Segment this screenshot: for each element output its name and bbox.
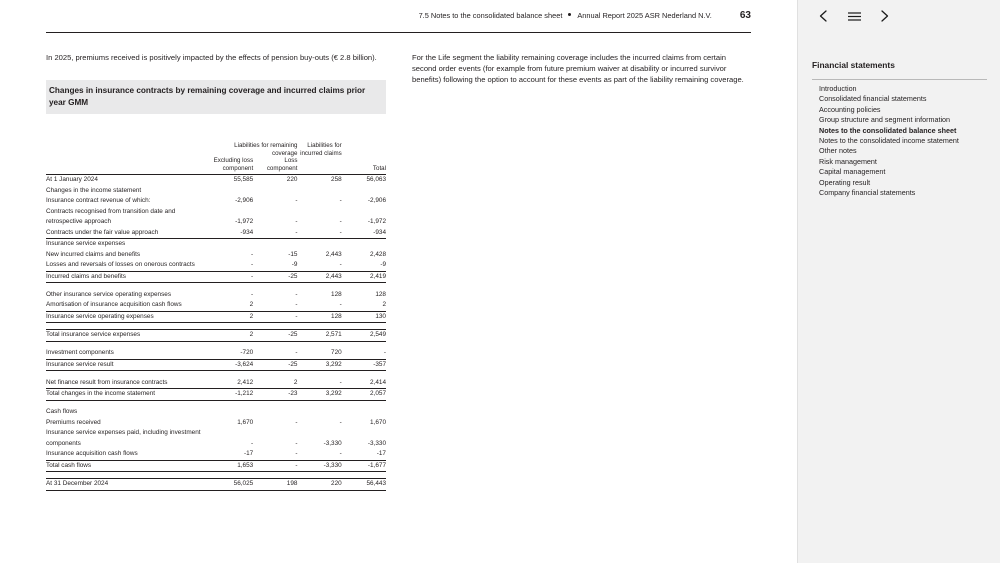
table-body [46,175,386,498]
row-value: 2,443 [297,271,341,283]
row-value: - [251,439,254,447]
sidebar-item-consolidated-financial-statements[interactable]: Consolidated financial statements [819,94,927,104]
row-value: 2 [293,378,298,386]
sidebar-item-introduction[interactable]: Introduction [819,84,857,93]
row-value: - [339,218,342,226]
table-spacer-row [46,472,386,479]
table-row [46,260,386,271]
row-label: Insurance contract revenue of which: [46,197,151,205]
row-value: -357 [342,359,386,371]
row-value [209,186,253,197]
col-header-blank [46,157,209,175]
row-value: 2,571 [297,330,341,342]
row-value: -25 [253,359,297,371]
row-value: - [295,218,298,226]
row-value: -17 [376,450,386,458]
row-value: 1,670 [370,418,386,426]
row-value [342,186,386,197]
table-group-header-row [46,142,386,157]
group-header-remaining-coverage: Liabilities for remaining coverage [234,142,298,157]
row-value [209,239,253,250]
sidebar-item-list [812,84,990,198]
row-value: - [295,301,298,309]
row-value: 1,670 [237,418,254,426]
row-value: 128 [331,290,342,298]
table-spacer-row [46,341,386,348]
table-column-header-row [46,157,386,175]
row-value: -25 [253,271,297,283]
row-value: - [295,349,298,357]
table-spacer-cell [46,323,386,330]
row-value: -1,972 [235,218,254,226]
row-value: 2 [209,311,253,323]
row-value [297,186,341,197]
row-value [253,239,297,250]
row-label: Contracts recognised from transition date and retrospective approach [46,207,176,226]
left-column-paragraph: In 2025, premiums received is positively impacted by the effects of pension buy-outs (€ 2.8 billion). [46,53,377,62]
row-value: - [295,197,298,205]
sidebar-item-group-structure-and-segment-information[interactable]: Group structure and segment information [819,115,951,125]
row-label: Incurred claims and benefits [46,271,209,283]
row-value: 2,414 [370,378,386,386]
table-row [46,228,386,239]
row-value: - [339,228,342,236]
table-spacer-row [46,283,386,290]
group-header-incurred-claims: Liabilities for incurred claims [300,142,342,157]
row-label: Losses and reversals of losses on onerous contracts [46,261,195,269]
table-spacer-row [46,490,386,497]
col-header-incurred-blank [297,157,341,175]
row-label: At 1 January 2024 [46,175,209,186]
sidebar-item-risk-management[interactable]: Risk management [819,156,877,166]
row-label: New incurred claims and benefits [46,250,141,258]
row-value: 2 [249,301,254,309]
insurance-contracts-table [46,142,386,497]
row-value: -934 [240,228,254,236]
row-value: -23 [253,389,297,401]
group-header-total [342,142,386,157]
row-value: 220 [253,175,297,186]
row-value: 2,549 [342,330,386,342]
row-value: 2,419 [342,271,386,283]
row-value: 128 [375,290,386,298]
table-row [46,407,386,418]
table-spacer-cell [46,371,386,378]
table-spacer-cell [46,341,386,348]
row-value: -934 [373,228,386,236]
table-row [46,348,386,359]
row-value: 2 [209,330,253,342]
row-value: - [251,250,254,258]
row-value: 2 [382,301,386,309]
row-value: -3,330 [323,439,342,447]
row-value: - [251,261,254,269]
table-row [46,428,386,449]
row-value: 56,063 [342,175,386,186]
row-label: Changes in the income statement [46,186,142,194]
sidebar-item-company-financial-statements[interactable]: Company financial statements [819,188,916,198]
row-label: At 31 December 2024 [46,479,209,491]
table-row [46,449,386,460]
header-breadcrumb: 7.5 Notes to the consolidated balance sheet [418,11,563,20]
table-spacer-row [46,323,386,330]
page-number: 63 [739,10,751,21]
row-value: 3,292 [297,389,341,401]
table-row [46,175,386,186]
row-value: -1,972 [367,218,386,226]
row-value: - [339,378,342,386]
table-block [46,80,386,497]
table-row [46,330,386,342]
forward-arrow-icon[interactable] [876,8,892,24]
table-row [46,250,386,261]
row-value: -3,330 [367,439,386,447]
row-value [209,407,253,418]
document-header [46,10,751,21]
sidebar-item-notes-to-the-consolidated-balance-sheet[interactable]: Notes to the consolidated balance sheet [819,125,957,135]
table-spacer-cell [46,400,386,407]
row-value: -17 [243,450,254,458]
row-value: 3,292 [297,359,341,371]
row-value: - [295,418,298,426]
row-value: 56,443 [342,479,386,491]
table-row [46,290,386,301]
row-value: -25 [253,330,297,342]
sidebar-toolbar [798,0,1000,32]
row-value: - [295,439,298,447]
row-value: 2,057 [342,389,386,401]
group-header-blank [46,142,209,157]
row-value: 2,428 [370,250,386,258]
row-value [342,239,386,250]
row-label: Net finance result from insurance contracts [46,378,168,386]
row-value: - [295,450,298,458]
header-rule [46,32,751,33]
back-arrow-icon[interactable] [816,8,832,24]
sidebar-item-notes-to-the-consolidated-income-statement[interactable]: Notes to the consolidated income statement [819,136,959,146]
row-label: Contracts under the fair value approach [46,228,159,236]
table-spacer-cell [46,283,386,290]
row-value [297,239,341,250]
sidebar-section-title: Financial statements [812,60,987,80]
table-row [46,311,386,323]
row-value: 56,025 [209,479,253,491]
row-label: Insurance service expenses [46,239,209,250]
row-value: 2,443 [325,250,342,258]
row-label: Insurance service expenses paid, including investment components [46,429,201,447]
row-value: - [339,301,342,309]
row-value: - [339,450,342,458]
row-label: Total changes in the income statement [46,389,209,401]
table-row [46,207,386,228]
row-value: - [251,290,254,298]
table-row [46,418,386,429]
table-row [46,300,386,311]
row-value: -2,906 [235,197,254,205]
row-value [297,407,341,418]
row-value: -1,212 [209,389,253,401]
row-label: Total cash flows [46,460,209,472]
col-header-excluding-loss-component: Excluding loss component [209,157,253,175]
col-header-total: Total [342,157,386,175]
row-label: Total insurance service expenses [46,330,209,342]
row-value: - [209,271,253,283]
row-label: Investment components [46,349,114,357]
sidebar-item-capital-management[interactable]: Capital management [819,167,886,177]
table-row [46,196,386,207]
row-value: - [295,228,298,236]
row-value: - [383,349,386,357]
row-label: Premiums received [46,418,101,426]
row-value: -9 [380,261,386,269]
row-value: -1,677 [342,460,386,472]
row-label: Other insurance service operating expenses [46,290,172,298]
row-value: 720 [331,349,342,357]
row-value: - [339,418,342,426]
row-label: Cash flows [46,408,78,416]
row-value: - [253,460,297,472]
row-value: -3,624 [209,359,253,371]
row-value: -720 [240,349,254,357]
row-value: 1,653 [209,460,253,472]
table-row [46,239,386,250]
row-value: 2,412 [237,378,254,386]
right-column-paragraph: For the Life segment the liability remaining coverage includes the incurred claims from certain second order events (for example from future premium waiver at disability or incurred survivor benefits) following the option to account for these events as part of the liability remaining coverage. [412,53,744,84]
row-value: -9 [291,261,298,269]
row-value: 258 [297,175,341,186]
table-row [46,186,386,197]
table-row [46,359,386,371]
row-value [253,186,297,197]
table-spacer-row [46,371,386,378]
table-row [46,378,386,389]
row-value: 55,585 [209,175,253,186]
navigation-sidebar [797,0,1000,563]
row-label: Amortisation of insurance acquisition cash flows [46,301,182,309]
table-row [46,271,386,283]
header-separator-dot [568,13,571,16]
table-row [46,460,386,472]
row-value: - [339,261,342,269]
table-spacer-cell [46,472,386,479]
row-value: -3,330 [297,460,341,472]
row-value: 130 [342,311,386,323]
table-spacer-row [46,400,386,407]
sidebar-item-other-notes[interactable]: Other notes [819,146,857,156]
row-value: - [339,197,342,205]
row-value: -2,906 [367,197,386,205]
row-label: Insurance service operating expenses [46,311,209,323]
table-row [46,389,386,401]
row-value: - [253,311,297,323]
menu-icon[interactable] [846,8,862,24]
row-value: -15 [288,250,298,258]
table-title: Changes in insurance contracts by remaining coverage and incurred claims prior year GMM [46,80,386,114]
row-value: 198 [253,479,297,491]
row-value: 128 [297,311,341,323]
table-row [46,479,386,491]
row-value: - [295,290,298,298]
table-spacer-cell [46,490,386,497]
sidebar-item-operating-result[interactable]: Operating result [819,177,871,187]
col-header-loss-component: Loss component [253,157,297,175]
row-value: 220 [297,479,341,491]
row-label: Insurance acquisition cash flows [46,450,138,458]
row-value [253,407,297,418]
sidebar-item-accounting-policies[interactable]: Accounting policies [819,104,881,114]
row-label: Insurance service result [46,359,209,371]
header-doc-title: Annual Report 2025 ASR Nederland N.V. [577,11,712,20]
row-value [342,407,386,418]
